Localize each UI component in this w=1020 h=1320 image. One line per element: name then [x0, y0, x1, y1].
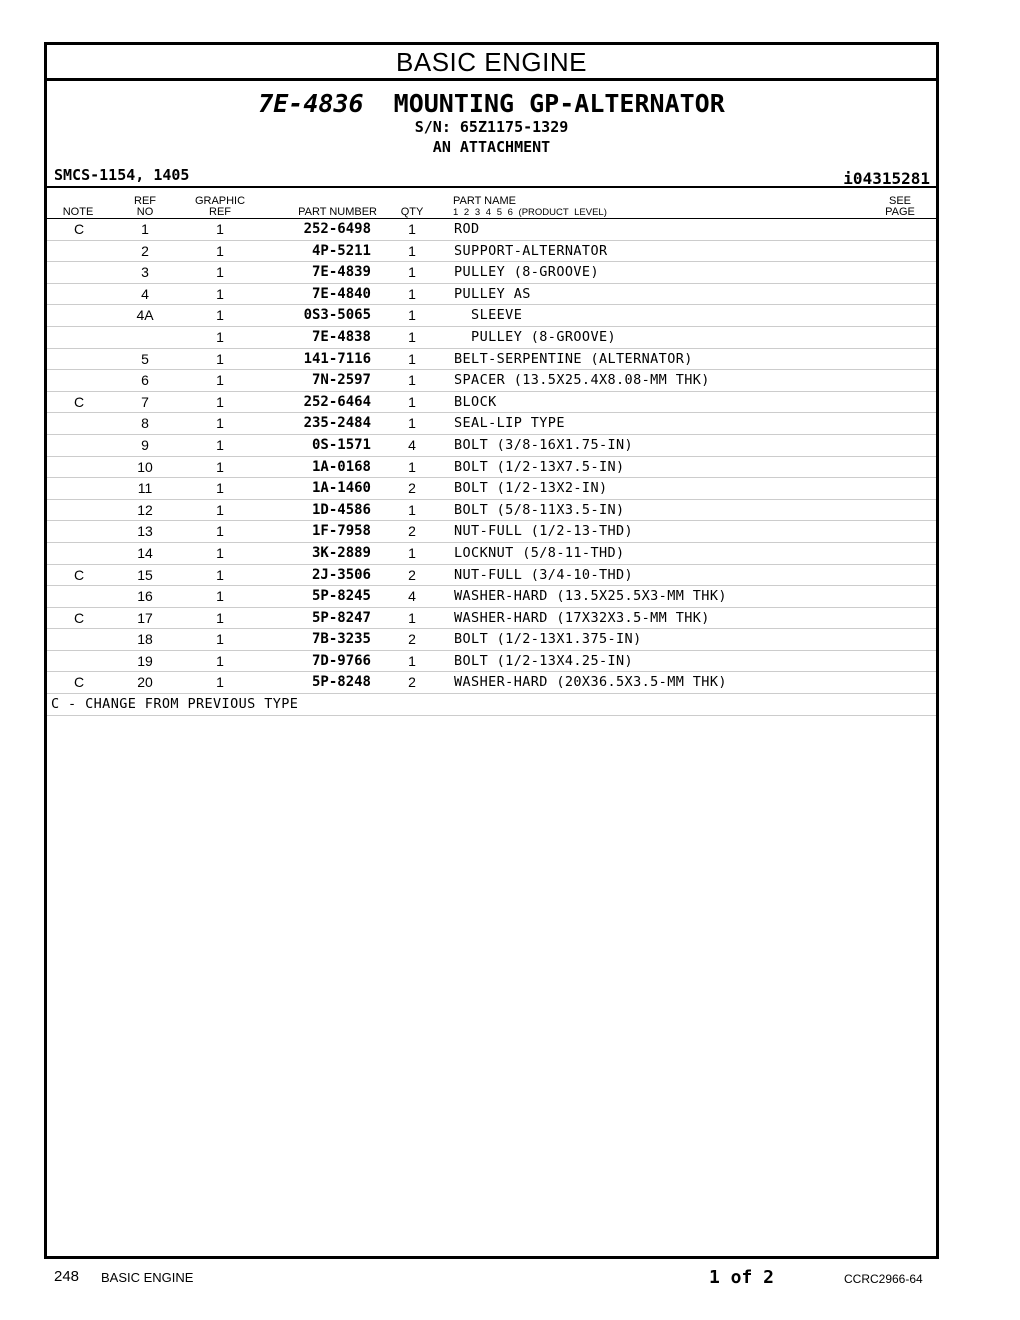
- graphic-ref-cell: 1: [216, 458, 224, 475]
- part-number-cell: 7D-9766: [311, 652, 371, 669]
- ref-no-cell: 19: [137, 652, 153, 669]
- ref-no-cell: 2: [141, 242, 149, 259]
- part-number-cell: 3K-2889: [311, 544, 371, 561]
- qty-cell: 2: [408, 480, 416, 497]
- note-cell: C: [73, 674, 85, 691]
- part-number-cell: 141-7116: [303, 350, 371, 367]
- table-row: [47, 586, 936, 608]
- part-name-cell: WASHER-HARD (20X36.5X3.5-MM THK): [454, 674, 727, 691]
- graphic-ref-cell: 1: [216, 350, 224, 367]
- table-row: [47, 262, 936, 284]
- group-name: MOUNTING GP-ALTERNATOR: [393, 89, 725, 118]
- qty-cell: 1: [408, 307, 416, 324]
- part-number-cell: 5P-8248: [311, 674, 371, 691]
- graphic-ref-cell: 1: [216, 523, 224, 540]
- part-name-cell: BOLT (1/2-13X2-IN): [454, 480, 608, 497]
- ref-no-cell: 14: [137, 544, 153, 561]
- graphic-ref-cell: 1: [216, 480, 224, 497]
- part-name-cell: LOCKNUT (5/8-11-THD): [454, 544, 625, 561]
- part-name-cell: SEAL-LIP TYPE: [454, 415, 565, 432]
- group-heading: [47, 90, 936, 118]
- qty-cell: 1: [408, 393, 416, 410]
- graphic-ref-cell: 1: [216, 393, 224, 410]
- footer-section: BASIC ENGINE: [101, 1270, 194, 1285]
- table-row: [47, 629, 936, 651]
- qty-cell: 1: [408, 350, 416, 367]
- column-header-part-number: PART NUMBER: [298, 206, 377, 218]
- part-name-cell: BOLT (5/8-11X3.5-IN): [454, 501, 625, 518]
- qty-cell: 1: [408, 501, 416, 518]
- ref-no-cell: 4: [141, 285, 149, 302]
- table-row: [47, 392, 936, 414]
- part-number-cell: 1F-7958: [311, 523, 371, 540]
- table-row: [47, 608, 936, 630]
- part-name-cell: SUPPORT-ALTERNATOR: [454, 242, 608, 259]
- qty-cell: 1: [408, 242, 416, 259]
- qty-cell: 1: [408, 415, 416, 432]
- part-number-cell: 7E-4838: [311, 328, 371, 345]
- qty-cell: 1: [408, 285, 416, 302]
- table-row: [47, 370, 936, 392]
- part-number-cell: 5P-8247: [311, 609, 371, 626]
- table-row: [47, 565, 936, 587]
- ref-no-cell: 9: [141, 436, 149, 453]
- graphic-ref-cell: 1: [216, 285, 224, 302]
- graphic-ref-cell: 1: [216, 221, 224, 237]
- change-footnote-row: [47, 694, 936, 716]
- note-cell: C: [73, 393, 85, 410]
- part-name-cell: BOLT (1/2-13X4.25-IN): [454, 652, 634, 669]
- footer-doc-code: CCRC2966-64: [844, 1272, 923, 1286]
- part-name-cell: PULLEY (8-GROOVE): [454, 328, 617, 345]
- header-rule: [47, 186, 936, 188]
- qty-cell: 1: [408, 458, 416, 475]
- part-name-cell: BLOCK: [454, 393, 497, 410]
- table-row: [47, 521, 936, 543]
- graphic-ref-cell: 1: [216, 415, 224, 432]
- part-name-cell: BOLT (1/2-13X1.375-IN): [454, 631, 642, 648]
- qty-cell: 4: [408, 588, 416, 605]
- column-header-part-name: PART NAME 1 2 3 4 5 6 (PRODUCT LEVEL): [453, 195, 607, 218]
- ref-no-cell: 6: [141, 372, 149, 389]
- ref-no-cell: 1: [141, 221, 149, 237]
- part-number-cell: 7B-3235: [311, 631, 371, 648]
- note-cell: C: [73, 221, 85, 237]
- table-row: [47, 672, 936, 694]
- ref-no-cell: 5: [141, 350, 149, 367]
- parts-table: [47, 218, 936, 716]
- part-number-cell: 252-6464: [303, 393, 371, 410]
- column-header-ref-no: REF NO: [134, 195, 156, 218]
- qty-cell: 2: [408, 566, 416, 583]
- footer-page-number: 248: [54, 1268, 80, 1285]
- smcs-code: SMCS-1154, 1405: [54, 166, 190, 184]
- part-name-cell: WASHER-HARD (17X32X3.5-MM THK): [454, 609, 710, 626]
- part-name-cell: BOLT (3/8-16X1.75-IN): [454, 436, 634, 453]
- part-name-cell: NUT-FULL (3/4-10-THD): [454, 566, 634, 583]
- section-title: BASIC ENGINE: [47, 45, 936, 81]
- qty-cell: 1: [408, 372, 416, 389]
- part-name-cell: PULLEY (8-GROOVE): [454, 264, 599, 281]
- qty-cell: 2: [408, 523, 416, 540]
- part-number-cell: 0S-1571: [311, 436, 371, 453]
- graphic-ref-cell: 1: [216, 544, 224, 561]
- part-name-cell: BOLT (1/2-13X7.5-IN): [454, 458, 625, 475]
- illustration-id: i04315281: [843, 169, 930, 188]
- ref-no-cell: 16: [137, 588, 153, 605]
- qty-cell: 4: [408, 436, 416, 453]
- ref-no-cell: 11: [137, 480, 153, 497]
- graphic-ref-cell: 1: [216, 372, 224, 389]
- part-number-cell: 2J-3506: [311, 566, 371, 583]
- qty-cell: 2: [408, 674, 416, 691]
- ref-no-cell: 13: [137, 523, 153, 540]
- graphic-ref-cell: 1: [216, 566, 224, 583]
- graphic-ref-cell: 1: [216, 328, 224, 345]
- graphic-ref-cell: 1: [216, 307, 224, 324]
- graphic-ref-cell: 1: [216, 436, 224, 453]
- ref-no-cell: 7: [141, 393, 149, 410]
- graphic-ref-cell: 1: [216, 674, 224, 691]
- parts-page-frame: [44, 42, 939, 1259]
- part-name-cell: PULLEY AS: [454, 285, 531, 302]
- graphic-ref-cell: 1: [216, 609, 224, 626]
- qty-cell: 1: [408, 652, 416, 669]
- part-number-cell: 252-6498: [303, 221, 371, 237]
- column-header-qty: QTY: [400, 206, 424, 218]
- qty-cell: 1: [408, 264, 416, 281]
- serial-range: S/N: 65Z1175-1329: [414, 118, 569, 136]
- footer-page-of: 1 of 2: [709, 1267, 775, 1288]
- table-row: [47, 651, 936, 673]
- qty-cell: 2: [408, 631, 416, 648]
- part-number-cell: 7N-2597: [311, 372, 371, 389]
- table-row: [47, 219, 936, 241]
- graphic-ref-cell: 1: [216, 631, 224, 648]
- graphic-ref-cell: 1: [216, 242, 224, 259]
- graphic-ref-cell: 1: [216, 501, 224, 518]
- qty-cell: 1: [408, 544, 416, 561]
- table-row: [47, 327, 936, 349]
- part-name-cell: WASHER-HARD (13.5X25.5X3-MM THK): [454, 588, 727, 605]
- column-header-graphic-ref: GRAPHIC REF: [194, 195, 246, 218]
- product-level-legend: 1 2 3 4 5 6 (PRODUCT LEVEL): [453, 207, 607, 218]
- graphic-ref-cell: 1: [216, 264, 224, 281]
- part-name-cell: NUT-FULL (1/2-13-THD): [454, 523, 634, 540]
- part-number-cell: 5P-8245: [311, 588, 371, 605]
- table-row: [47, 413, 936, 435]
- table-row: [47, 435, 936, 457]
- table-row: [47, 241, 936, 263]
- group-number: 7E-4836: [258, 89, 364, 118]
- part-number-cell: 235-2484: [303, 415, 371, 432]
- part-number-cell: 1D-4586: [311, 501, 371, 518]
- qty-cell: 1: [408, 609, 416, 626]
- ref-no-cell: 20: [137, 674, 153, 691]
- ref-no-cell: 10: [137, 458, 153, 475]
- part-number-cell: 0S3-5065: [303, 307, 371, 324]
- change-footnote: C - CHANGE FROM PREVIOUS TYPE: [51, 696, 299, 713]
- table-row: [47, 500, 936, 522]
- ref-no-cell: 17: [137, 609, 153, 626]
- attachment-label: AN ATTACHMENT: [432, 138, 551, 156]
- part-number-cell: 1A-0168: [311, 458, 371, 475]
- ref-no-cell: 15: [137, 566, 153, 583]
- part-number-cell: 4P-5211: [311, 242, 371, 259]
- table-row: [47, 478, 936, 500]
- part-number-cell: 7E-4839: [311, 264, 371, 281]
- qty-cell: 1: [408, 328, 416, 345]
- qty-cell: 1: [408, 221, 416, 237]
- part-name-cell: BELT-SERPENTINE (ALTERNATOR): [454, 350, 693, 367]
- part-name-cell: SLEEVE: [454, 307, 523, 324]
- ref-no-cell: 8: [141, 415, 149, 432]
- ref-no-cell: 3: [141, 264, 149, 281]
- ref-no-cell: 4A: [136, 307, 154, 324]
- table-row: [47, 284, 936, 306]
- graphic-ref-cell: 1: [216, 652, 224, 669]
- ref-no-cell: 12: [137, 501, 153, 518]
- part-number-cell: 1A-1460: [311, 480, 371, 497]
- ref-no-cell: 18: [137, 631, 153, 648]
- column-header-see-page: SEE PAGE: [885, 195, 915, 218]
- table-row: [47, 457, 936, 479]
- part-name-cell: SPACER (13.5X25.4X8.08-MM THK): [454, 372, 710, 389]
- table-row: [47, 349, 936, 371]
- part-number-cell: 7E-4840: [311, 285, 371, 302]
- part-name-cell: ROD: [454, 221, 480, 237]
- note-cell: C: [73, 609, 85, 626]
- graphic-ref-cell: 1: [216, 588, 224, 605]
- table-row: [47, 543, 936, 565]
- note-cell: C: [73, 566, 85, 583]
- table-row: [47, 305, 936, 327]
- column-header-note: NOTE: [62, 206, 94, 218]
